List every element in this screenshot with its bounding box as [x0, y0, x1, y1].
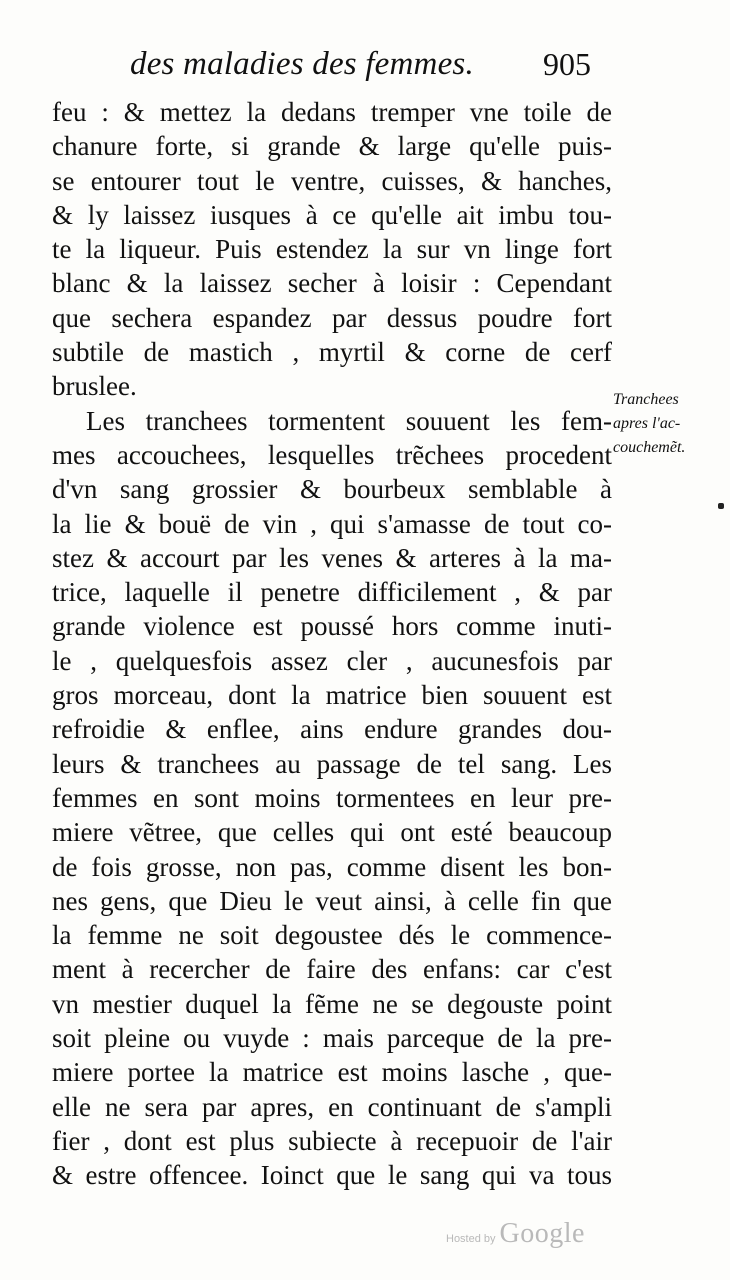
text-line: ment à recercher de faire des enfans: car c'est	[52, 954, 612, 985]
hosted-by-watermark	[446, 1218, 585, 1250]
text-line: subtile de mastich , myrtil & corne de cerf	[52, 337, 612, 368]
text-line: te la liqueur. Puis estendez la sur vn linge fort	[52, 234, 612, 265]
text-line: elle ne sera par apres, en continuant de s'ampli	[52, 1091, 612, 1122]
text-line: blanc & la laissez secher à loisir : Cependant	[52, 268, 612, 299]
text-line: la femme ne soit degoustee dés le commence-	[52, 920, 612, 951]
text-line: & estre offencee. Ioinct que le sang qui va tous	[52, 1160, 612, 1191]
hosted-by-label: Hosted by	[446, 1233, 496, 1245]
text-line: nes gens, que Dieu le veut ainsi, à celle fin que	[52, 885, 612, 916]
text-line: & ly laissez iusques à ce qu'elle ait imbu tou-	[52, 199, 612, 230]
text-line: miere portee la matrice est moins lasche , que-	[52, 1057, 612, 1088]
text-line: refroidie & enflee, ains endure grandes dou-	[52, 714, 612, 745]
text-line: grande violence est poussé hors comme inuti-	[52, 611, 612, 642]
text-line: bruslee.	[52, 371, 137, 402]
text-line: soit pleine ou vuyde : mais parceque de la pre-	[52, 1023, 612, 1054]
text-line: mes accouchees, lesquelles trẽchees procedent	[52, 439, 612, 470]
margin-note	[613, 388, 725, 460]
brand-logo: Google	[499, 1218, 585, 1249]
margin-note-line: apres l'ac-	[613, 415, 681, 432]
text-line: le , quelquesfois assez cler , aucunesfois par	[52, 645, 612, 676]
text-line: Les tranchees tormentent souuent les fem-	[86, 405, 612, 436]
text-line: trice, laquelle il penetre difficilement , & par	[52, 577, 612, 608]
text-line: miere vẽtree, que celles qui ont esté beaucoup	[52, 817, 612, 848]
text-line: gros morceau, dont la matrice bien souuent est	[52, 680, 612, 711]
margin-note-line: Tranchees	[613, 391, 679, 408]
margin-note-line: couchemẽt.	[613, 439, 686, 456]
text-line: fier , dont est plus subiecte à recepuoir de l'air	[52, 1125, 612, 1156]
text-line: stez & accourt par les venes & arteres à la ma-	[52, 542, 612, 573]
text-line: que sechera espandez par dessus poudre fort	[52, 302, 612, 333]
text-line: feu : & mettez la dedans tremper vne toile de	[52, 97, 612, 127]
ink-speck	[718, 503, 724, 509]
text-line: de fois grosse, non pas, comme disent les bon-	[52, 851, 612, 882]
text-line: se entourer tout le ventre, cuisses, & hanches,	[52, 165, 612, 196]
running-title: des maladies des femmes.	[130, 46, 474, 82]
text-line: vn mestier duquel la fẽme ne se degouste point	[52, 988, 612, 1019]
body-text	[52, 95, 612, 1193]
text-line: leurs & tranchees au passage de tel sang. Les	[52, 748, 612, 779]
text-line: chanure forte, si grande & large qu'elle puis-	[52, 131, 612, 162]
text-line: d'vn sang grossier & bourbeux semblable à	[52, 474, 612, 505]
text-line: la lie & bouë de vin , qui s'amasse de tout co-	[52, 508, 612, 539]
text-line: femmes en sont moins tormentees en leur pre-	[52, 782, 612, 813]
page-number: 905	[543, 46, 591, 82]
